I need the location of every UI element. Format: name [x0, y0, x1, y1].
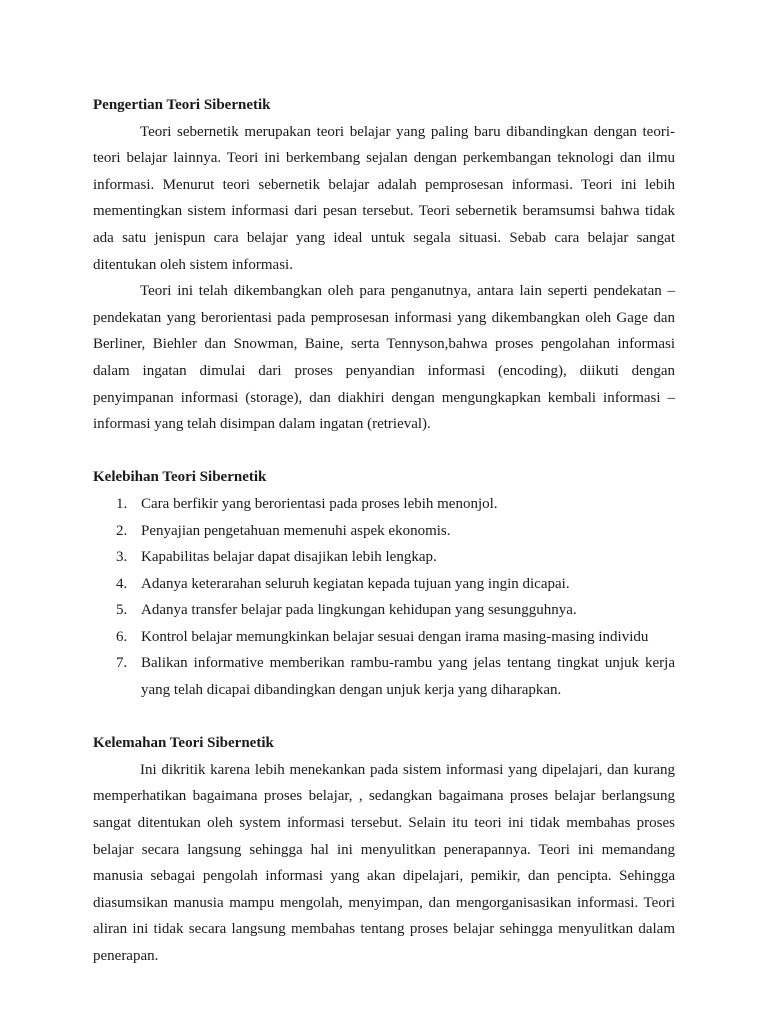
list-item-text: Adanya transfer belajar pada lingkungan kehidupan yang sesungguhnya. — [141, 602, 577, 619]
list-item — [93, 544, 675, 571]
list-item-number: 3. — [116, 549, 128, 566]
section-spacer — [93, 438, 675, 465]
list-item-number: 7. — [116, 655, 128, 672]
paragraph-kelemahan-1: Ini dikritik karena lebih menekankan pada sistem informasi yang dipelajari, dan kurang memperhatikan bagaimana proses belajar, , sedangkan bagaimana proses belajar berlangsung sangat ditentukan oleh system informasi tersebut. Selain itu teori ini tidak membahas proses belajar secara langsung sehingga hal ini menyulitkan penerapannya. Teori ini memandang manusia sebagai pengolah informasi yang akan dipelajari, pemikir, dan pencipta. Sehingga diasumsikan manusia mampu mengolah, menyimpan, dan mengorganisasikan informasi. Teori aliran ini tidak secara langsung membahas tentang proses belajar sehingga menyulitkan dalam penerapan. — [93, 761, 675, 964]
paragraph-pengertian-1: Teori sebernetik merupakan teori belajar yang paling baru dibandingkan dengan teori-teori belajar lainnya. Teori ini berkembang sejalan dengan perkembangan teknologi dan ilmu informasi. Menurut teori sebernetik belajar adalah pemprosesan informasi. Teori ini lebih mementingkan sistem informasi dari pesan tersebut. Teori sebernetik beramsumsi bahwa tidak ada satu jenispun cara belajar yang ideal untuk segala situasi. Sebab cara belajar sangat ditentukan oleh sistem informasi. — [93, 123, 675, 273]
list-item-text: Kontrol belajar memungkinkan belajar sesuai dengan irama masing-masing individu — [141, 628, 649, 645]
section-spacer — [93, 704, 675, 731]
paragraph-pengertian-2: Teori ini telah dikembangkan oleh para penganutnya, antara lain seperti pendekatan – pendekatan yang berorientasi pada pemprosesan informasi yang dikembangkan oleh Gage dan Berliner, Biehler dan Snowman, Baine, serta Tennyson,bahwa proses pengolahan informasi dalam ingatan dimulai dari proses penyandian informasi (encoding), diikuti dengan penyimpanan informasi (storage), dan diakhiri dengan mengungkapkan kembali informasi – informasi yang telah disimpan dalam ingatan (retrieval). — [93, 283, 675, 433]
list-item-text: Kapabilitas belajar dapat disajikan lebih lengkap. — [141, 549, 437, 566]
list-item-number: 2. — [116, 522, 128, 539]
list-item-text: Cara berfikir yang berorientasi pada proses lebih menonjol. — [141, 495, 498, 512]
section-heading-kelemahan: Kelemahan Teori Sibernetik — [93, 735, 274, 752]
list-item-text: Adanya keterarahan seluruh kegiatan kepada tujuan yang ingin dicapai. — [141, 575, 570, 592]
list-item — [93, 518, 675, 545]
list-item-text: Penyajian pengetahuan memenuhi aspek ekonomis. — [141, 522, 451, 539]
list-item-text: Balikan informative memberikan rambu-rambu yang jelas tentang tingkat unjuk kerja yang telah dicapai dibandingkan dengan unjuk kerja yang diharapkan. — [141, 655, 675, 699]
list-item-number: 1. — [116, 495, 128, 512]
list-item — [93, 491, 675, 518]
kelebihan-list — [93, 491, 675, 704]
list-item — [93, 597, 675, 624]
list-item — [93, 650, 675, 703]
section-heading-pengertian: Pengertian Teori Sibernetik — [93, 97, 271, 113]
section-heading-kelebihan: Kelebihan Teori Sibernetik — [93, 469, 267, 486]
list-item-number: 4. — [116, 575, 128, 592]
list-item-number: 5. — [116, 602, 128, 619]
list-item-number: 6. — [116, 628, 128, 645]
list-item — [93, 624, 675, 651]
document-page — [93, 92, 675, 970]
list-item — [93, 571, 675, 598]
